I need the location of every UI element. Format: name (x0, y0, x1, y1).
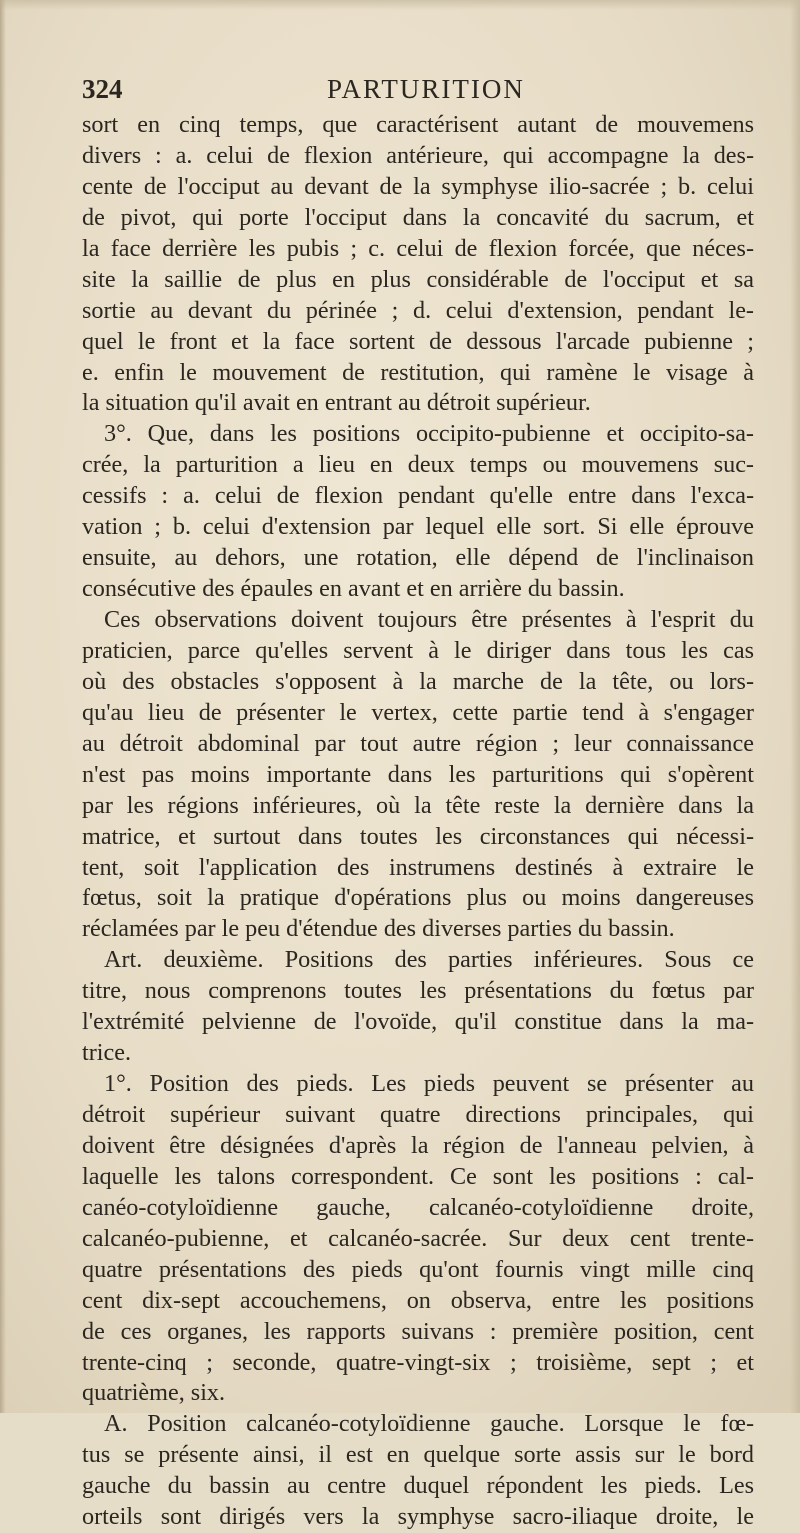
text-line: sortie au devant du périnée ; d. celui d'extension, pendant le- (82, 296, 754, 324)
text-line: 3°. Que, dans les positions occipito-pubienne et occipito-sa- (104, 420, 754, 448)
text-line: ensuite, au dehors, une rotation, elle dépend de l'inclinaison (82, 544, 754, 572)
body-text (82, 110, 754, 1533)
text-line: matrice, et surtout dans toutes les circonstances qui nécessi- (82, 822, 754, 850)
text-line: quatrième, six. (82, 1379, 226, 1407)
text-line: crée, la parturition a lieu en deux temps ou mouvemens suc- (82, 451, 754, 479)
text-line: canéo-cotyloïdienne gauche, calcanéo-cotyloïdienne droite, (82, 1193, 754, 1221)
text-line: A. Position calcanéo-cotyloïdienne gauche. Lorsque le fœ- (104, 1410, 754, 1438)
text-line: titre, nous comprenons toutes les présentations du fœtus par (82, 977, 754, 1005)
text-line: gauche du bassin au centre duquel répondent les pieds. Les (82, 1472, 754, 1500)
text-line: e. enfin le mouvement de restitution, qui ramène le visage à (82, 358, 754, 386)
page-right-edge (790, 0, 800, 1413)
text-line: cent dix-sept accouchemens, on observa, entre les positions (82, 1286, 754, 1314)
text-line: quatre présentations des pieds qu'ont fournis vingt mille cinq (82, 1255, 754, 1283)
text-line: de pivot, qui porte l'occiput dans la concavité du sacrum, et (82, 203, 754, 231)
page-top-shadow (0, 0, 800, 10)
text-line: tent, soit l'application des instrumens destinés à extraire le (82, 853, 754, 881)
page-left-edge (0, 0, 6, 1413)
text-line: doivent être désignées d'après la région de l'anneau pelvien, à (82, 1131, 754, 1159)
text-line: praticien, parce qu'elles servent à le diriger dans tous les cas (82, 636, 754, 664)
text-line: consécutive des épaules en avant et en arrière du bassin. (82, 575, 625, 603)
text-line: n'est pas moins importante dans les parturitions qui s'opèrent (82, 760, 754, 788)
text-line: site la saillie de plus en plus considérable de l'occiput et sa (82, 265, 754, 293)
text-line: vation ; b. celui d'extension par lequel elle sort. Si elle éprouve (82, 513, 754, 541)
text-line: qu'au lieu de présenter le vertex, cette partie tend à s'engager (82, 698, 754, 726)
text-line: trice. (82, 1039, 132, 1067)
text-line: fœtus, soit la pratique d'opérations plus ou moins dangereuses (82, 884, 754, 912)
text-line: laquelle les talons correspondent. Ce sont les positions : cal- (82, 1162, 754, 1190)
text-line: cessifs : a. celui de flexion pendant qu'elle entre dans l'exca- (82, 482, 754, 510)
text-line: divers : a. celui de flexion antérieure, qui accompagne la des- (82, 141, 754, 169)
page-number: 324 (82, 74, 123, 104)
text-line: par les régions inférieures, où la tête reste la dernière dans la (82, 791, 754, 819)
text-line: trente-cinq ; seconde, quatre-vingt-six ; troisième, sept ; et (82, 1348, 754, 1376)
page-header (82, 74, 742, 114)
text-line: Ces observations doivent toujours être présentes à l'esprit du (104, 606, 754, 633)
text-line: sort en cinq temps, que caractérisent autant de mouvemens (82, 111, 754, 138)
text-line: de ces organes, les rapports suivans : première position, cent (82, 1317, 754, 1345)
text-line: la situation qu'il avait en entrant au détroit supérieur. (82, 389, 591, 417)
text-line: Art. deuxième. Positions des parties inférieures. Sous ce (104, 946, 754, 974)
text-line: détroit supérieur suivant quatre directions principales, qui (82, 1101, 754, 1128)
text-line: l'extrémité pelvienne de l'ovoïde, qu'il constitue dans la ma- (82, 1008, 754, 1036)
text-line: 1°. Position des pieds. Les pieds peuvent se présenter au (104, 1070, 754, 1098)
text-line: tus se présente ainsi, il est en quelque sorte assis sur le bord (82, 1441, 754, 1469)
text-line: la face derrière les pubis ; c. celui de flexion forcée, que néces- (82, 234, 754, 262)
text-line: au détroit abdominal par tout autre région ; leur connaissance (82, 729, 754, 757)
text-line: cente de l'occiput au devant de la symphyse ilio-sacrée ; b. celui (82, 172, 754, 200)
text-line: où des obstacles s'opposent à la marche de la tête, ou lors- (82, 667, 754, 695)
text-line: calcanéo-pubienne, et calcanéo-sacrée. Sur deux cent trente- (82, 1224, 754, 1252)
text-line: réclamées par le peu d'étendue des diverses parties du bassin. (82, 915, 675, 943)
text-line: quel le front et la face sortent de dessous l'arcade pubienne ; (82, 327, 754, 355)
running-head: PARTURITION (327, 74, 525, 104)
text-line: orteils sont dirigés vers la symphyse sacro-iliaque droite, le (82, 1503, 754, 1531)
